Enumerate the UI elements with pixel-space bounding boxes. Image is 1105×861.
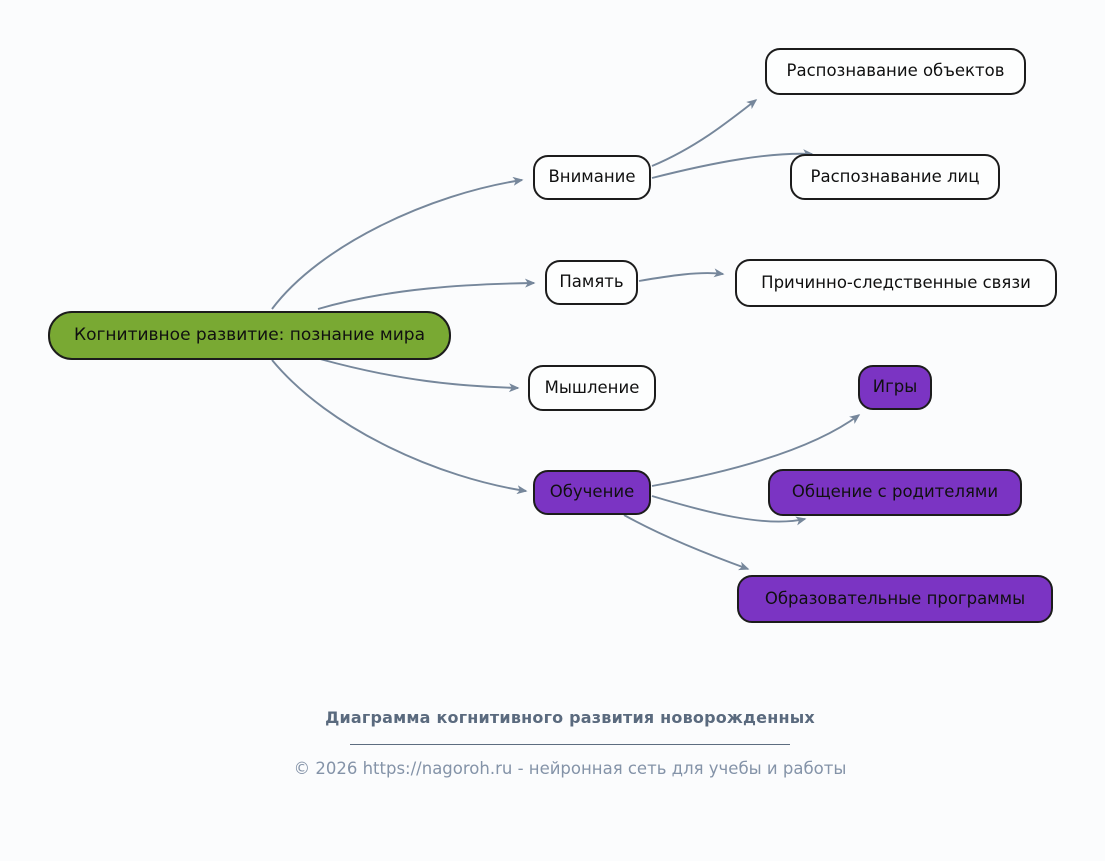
edge-root-thinking: [320, 359, 518, 388]
node-attention: Внимание: [533, 155, 651, 200]
node-games: Игры: [858, 365, 932, 410]
node-cause-effect: Причинно-следственные связи: [735, 259, 1057, 307]
node-object-recognition: Распознавание объектов: [765, 48, 1026, 95]
edge-attention-object-recognition: [652, 100, 756, 166]
diagram-title: Диаграмма когнитивного развития новорожденных: [325, 708, 815, 727]
edge-learning-educational-programs: [624, 515, 748, 569]
edge-attention-face-recognition: [652, 154, 812, 178]
edge-memory-cause-effect: [639, 273, 723, 281]
node-root-cognitive-development: Когнитивное развитие: познание мира: [48, 311, 451, 360]
node-educational-programs: Образовательные программы: [737, 575, 1053, 623]
footer: [35, 708, 1105, 778]
node-parent-communication: Общение с родителями: [768, 469, 1022, 516]
edge-root-learning: [272, 360, 526, 491]
edge-root-memory: [318, 283, 534, 309]
footer-copyright: © 2026 https://nagoroh.ru - нейронная сеть для учебы и работы: [293, 759, 847, 778]
edge-root-attention: [272, 180, 522, 309]
node-thinking: Мышление: [528, 365, 656, 411]
node-face-recognition: Распознавание лиц: [790, 154, 1000, 200]
footer-divider: [350, 744, 790, 745]
node-memory: Память: [545, 260, 638, 305]
node-learning: Обучение: [533, 470, 651, 515]
